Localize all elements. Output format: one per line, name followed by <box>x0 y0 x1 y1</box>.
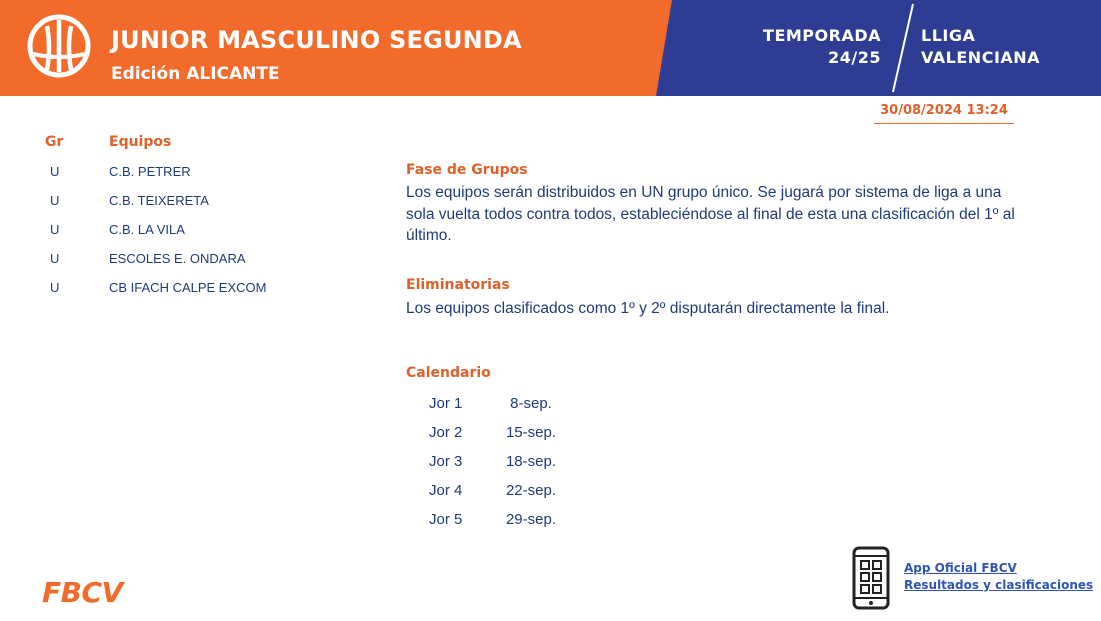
teams-header-teams: Equipos <box>109 134 172 150</box>
smartphone-app-icon <box>852 546 890 610</box>
knockout-section-title: Eliminatorias <box>406 277 510 293</box>
table-row <box>0 187 380 216</box>
calendar-table <box>406 390 606 535</box>
round-cell: Jor 5 <box>429 511 463 528</box>
header-divider <box>889 2 915 94</box>
date-stamp: 30/08/2024 13:24 <box>874 103 1014 124</box>
date-cell: 22-sep. <box>505 482 557 499</box>
calendar-row <box>406 448 606 477</box>
league-block <box>921 25 1040 69</box>
app-link-line2[interactable]: Resultados y clasificaciones <box>904 578 1094 592</box>
team-group-cell: U <box>50 251 60 266</box>
calendar-row <box>406 506 606 535</box>
groups-section-body: Los equipos serán distribuidos en UN grupo único. Se jugará por sistema de liga a una sola vuelta todos contra todos, estableciéndose al final de esta una clasificación del 1º al último. <box>406 184 1015 244</box>
round-cell: Jor 1 <box>429 395 463 412</box>
page-title: JUNIOR MASCULINO SEGUNDA <box>111 26 522 54</box>
round-cell: Jor 2 <box>429 424 463 441</box>
season-block <box>763 25 881 69</box>
date-cell: 8-sep. <box>510 395 552 412</box>
team-group-cell: U <box>50 193 60 208</box>
basketball-league-logo-icon <box>27 14 91 78</box>
team-name-cell: C.B. TEIXERETA <box>109 193 209 208</box>
team-name-cell: C.B. PETRER <box>109 164 191 179</box>
date-cell: 29-sep. <box>505 511 557 528</box>
table-row <box>0 158 380 187</box>
svg-text:FBCV: FBCV <box>42 576 123 606</box>
calendar-section-title: Calendario <box>406 365 491 381</box>
team-group-cell: U <box>50 222 60 237</box>
teams-header-group: Gr <box>45 134 64 150</box>
calendar-row <box>406 477 606 506</box>
app-link-line1[interactable]: App Oficial FBCV <box>904 561 1017 575</box>
round-cell: Jor 4 <box>429 482 463 499</box>
table-row <box>0 216 380 245</box>
team-group-cell: U <box>50 164 60 179</box>
table-row <box>0 274 380 303</box>
calendar-row <box>406 390 606 419</box>
team-group-cell: U <box>50 280 60 295</box>
team-name-cell: CB IFACH CALPE EXCOM <box>109 280 267 295</box>
season-value: 24/25 <box>828 48 881 67</box>
league-name-line1: LLIGA <box>921 26 976 45</box>
date-cell: 18-sep. <box>505 453 557 470</box>
teams-table <box>0 158 380 303</box>
team-name-cell: C.B. LA VILA <box>109 222 185 237</box>
fbcv-logo <box>40 576 150 606</box>
page-subtitle: Edición ALICANTE <box>111 64 280 84</box>
team-name-cell: ESCOLES E. ONDARA <box>109 251 246 266</box>
round-cell: Jor 3 <box>429 453 463 470</box>
knockout-section-body: Los equipos clasificados como 1º y 2º disputarán directamente la final. <box>406 300 890 317</box>
date-cell: 15-sep. <box>505 424 557 441</box>
league-name-line2: VALENCIANA <box>921 48 1041 67</box>
table-row <box>0 245 380 274</box>
app-promo-link[interactable] <box>904 560 1093 594</box>
groups-section-title: Fase de Grupos <box>406 162 528 178</box>
calendar-row <box>406 419 606 448</box>
season-label: TEMPORADA <box>763 26 881 45</box>
